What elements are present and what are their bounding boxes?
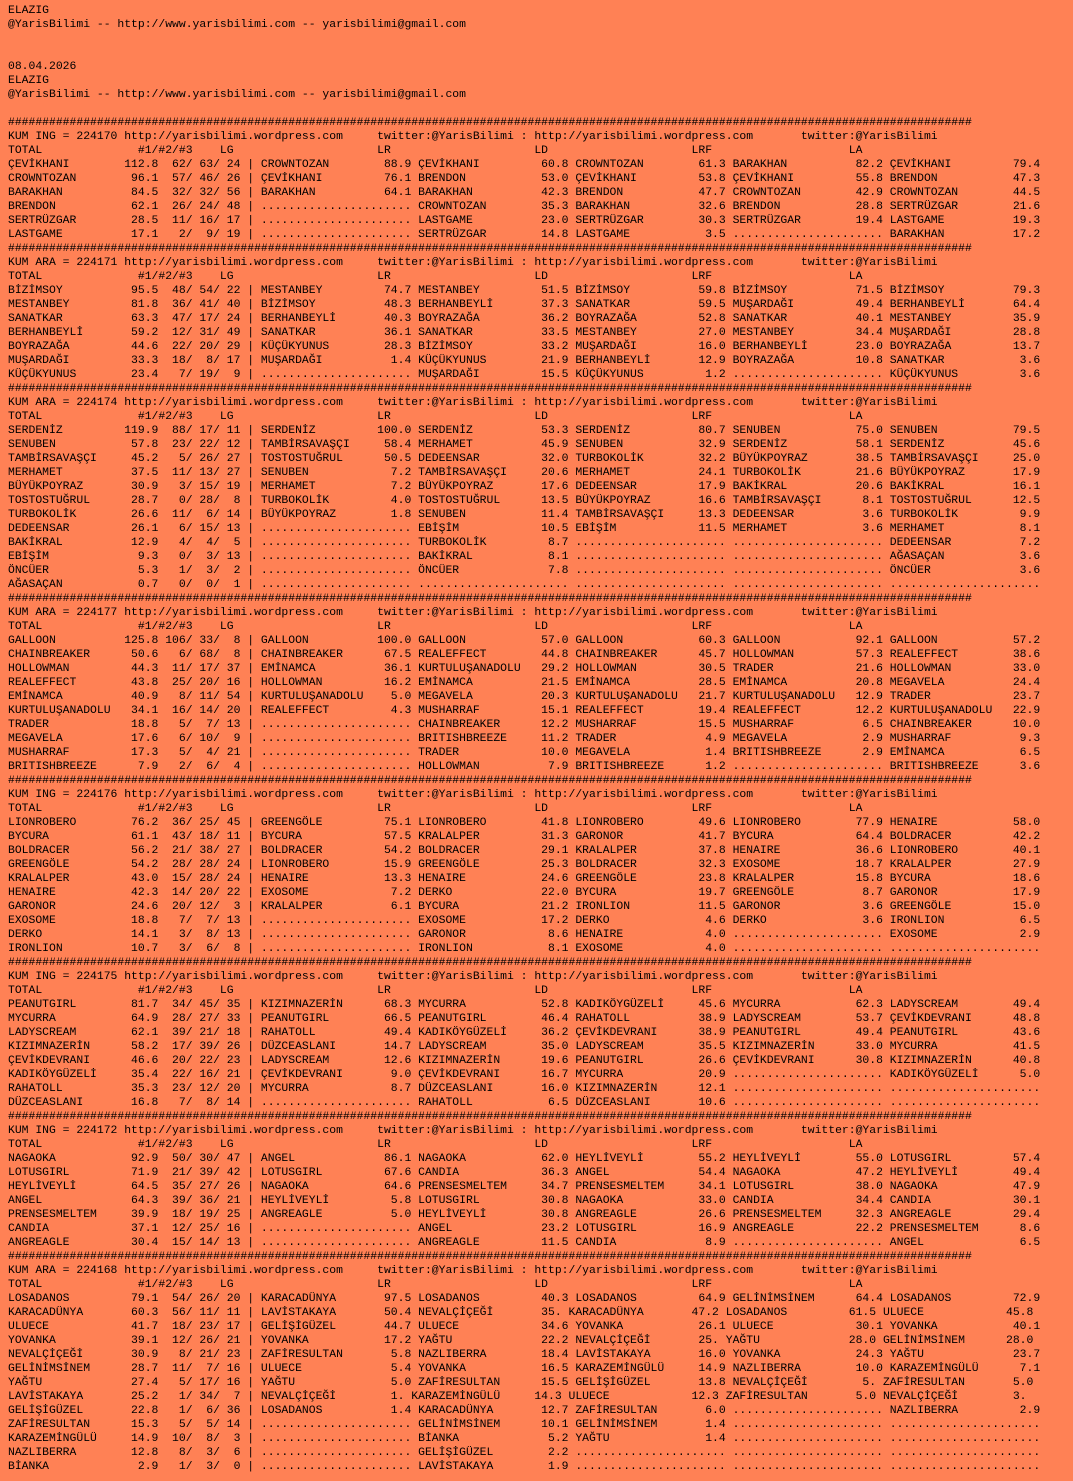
table-row: GREENGÖLE 54.2 28/ 28/ 24 | LIONROBERO 15.9 GREENGÖLE 25.3 BOLDRACER 32.3 EXOSOME 18.7 KRALALPER 27.9 [8,859,1041,871]
table-row: KARAZEMİNGÜLÜ 14.9 10/ 8/ 3 | ...................... BİANKA 5.2 YAĞTU 1.4 ...................... ...................... [8,1433,1041,1445]
table-row: TRADER 18.8 5/ 7/ 13 | ...................... CHAINBREAKER 12.2 MUSHARRAF 15.5 MUSHARRAF 6.5 CHAINBREAKER 10.0 [8,719,1041,731]
table-row: BERHANBEYLİ 59.2 12/ 31/ 49 | SANATKAR 36.1 SANATKAR 33.5 MESTANBEY 27.0 MESTANBEY 34.4 MUŞARDAĞI 28.8 [8,327,1041,339]
race-header: KUM ARA = 224168 http://yarisbilimi.wordpress.com twitter:@YarisBilimi : http://yarisbilimi.wordpress.com twitter:@YarisBilimi [8,1265,938,1277]
header-city: ELAZIG [8,75,50,87]
table-row: SANATKAR 63.3 47/ 17/ 24 | BERHANBEYLİ 40.3 BOYRAZAĞA 36.2 BOYRAZAĞA 52.8 SANATKAR 40.1 MESTANBEY 35.9 [8,313,1041,325]
table-row: BOLDRACER 56.2 21/ 38/ 27 | BOLDRACER 54.2 BOLDRACER 29.1 KRALALPER 37.8 HENAIRE 36.6 LIONROBERO 40.1 [8,845,1041,857]
table-row: HOLLOWMAN 44.3 11/ 17/ 37 | EMİNAMCA 36.1 KURTULUŞANADOLU 29.2 HOLLOWMAN 30.5 TRADER 21.6 HOLLOWMAN 33.0 [8,663,1041,675]
separator-line: ############################################################################################################################################# [8,775,972,787]
report-date: 08.04.2026 [8,61,77,73]
table-row: EBİŞİM 9.3 0/ 3/ 13 | ...................... BAKİKRAL 8.1 ...................... ...................... AĞASAÇAN 3.6 [8,551,1041,563]
table-row: BRITISHBREEZE 7.9 2/ 6/ 4 | ...................... HOLLOWMAN 7.9 BRITISHBREEZE 1.2 ...................... BRITISHBREEZE 3.6 [8,761,1041,773]
table-row: ANGREAGLE 30.4 15/ 14/ 13 | ...................... ANGREAGLE 11.5 CANDIA 8.9 ...................... ANGEL 6.5 [8,1237,1041,1249]
race-header: KUM ARA = 224171 http://yarisbilimi.wordpress.com twitter:@YarisBilimi : http://yarisbilimi.wordpress.com twitter:@YarisBilimi [8,257,938,269]
table-row: GELİŞİGÜZEL 22.8 1/ 6/ 36 | LOSADANOS 1.4 KARACADÜNYA 12.7 ZAFİRESULTAN 6.0 ...................... NAZLIBERRA 2.9 [8,1405,1041,1417]
table-row: BİZİMSOY 95.5 48/ 54/ 22 | MESTANBEY 74.7 MESTANBEY 51.5 BİZİMSOY 59.8 BİZİMSOY 71.5 BİZİMSOY 79.3 [8,285,1041,297]
table-row: ULUECE 41.7 18/ 23/ 17 | GELİŞİGÜZEL 44.7 ULUECE 34.6 YOVANKA 26.1 ULUECE 30.1 YOVANKA 40.1 [8,1321,1041,1333]
table-row: NAZLIBERRA 12.8 8/ 3/ 6 | ...................... GELİŞİGÜZEL 2.2 ...................... ...................... ...................... [8,1447,1041,1459]
table-row: GALLOON 125.8 106/ 33/ 8 | GALLOON 100.0 GALLOON 57.0 GALLOON 60.3 GALLOON 92.1 GALLOON 57.2 [8,635,1041,647]
table-row: DERKO 14.1 3/ 8/ 13 | ...................... GARONOR 8.6 HENAIRE 4.0 ...................... EXOSOME 2.9 [8,929,1041,941]
table-row: BİANKA 2.9 1/ 3/ 0 | ...................... LAVİSTAKAYA 1.9 ...................... ...................... ...................... [8,1461,1041,1473]
table-row: BYCURA 61.1 43/ 18/ 11 | BYCURA 57.5 KRALALPER 31.3 GARONOR 41.7 BYCURA 64.4 BOLDRACER 42.2 [8,831,1041,843]
table-row: EMİNAMCA 40.9 8/ 11/ 54 | KURTULUŞANADOLU 5.0 MEGAVELA 20.3 KURTULUŞANADOLU 21.7 KURTULUŞANADOLU 12.9 TRADER 23.7 [8,691,1041,703]
table-row: KÜÇÜKYUNUS 23.4 7/ 19/ 9 | ...................... MUŞARDAĞI 15.5 KÜÇÜKYUNUS 1.2 ...................... KÜÇÜKYUNUS 3.6 [8,369,1041,381]
race-tables [8,130,1073,1474]
race-header: KUM ARA = 224174 http://yarisbilimi.wordpress.com twitter:@YarisBilimi : http://yarisbilimi.wordpress.com twitter:@YarisBilimi [8,397,938,409]
column-headers: TOTAL #1/#2/#3 LG LR LD LRF LA [8,803,863,815]
separator-line: ############################################################################################################################################# [8,593,972,605]
table-row: LAVİSTAKAYA 25.2 1/ 34/ 7 | NEVALÇİÇEĞİ 1. KARAZEMİNGÜLÜ 14.3 ULUECE 12.3 ZAFİRESULTAN 5.0 NEVALÇİÇEĞİ 3. [8,1391,1027,1403]
table-row: SERTRÜZGAR 28.5 11/ 16/ 17 | ...................... LASTGAME 23.0 SERTRÜZGAR 30.3 SERTRÜZGAR 19.4 LASTGAME 19.3 [8,215,1041,227]
table-row: LOSADANOS 79.1 54/ 26/ 20 | KARACADÜNYA 97.5 LOSADANOS 40.3 LOSADANOS 64.9 GELİNİMSİNEM 64.4 LOSADANOS 72.9 [8,1293,1041,1305]
race-header: KUM ING = 224170 http://yarisbilimi.wordpress.com twitter:@YarisBilimi : http://yarisbilimi.wordpress.com twitter:@YarisBilimi [8,131,938,143]
column-headers: TOTAL #1/#2/#3 LG LR LD LRF LA [8,145,863,157]
table-row: LIONROBERO 76.2 36/ 25/ 45 | GREENGÖLE 75.1 LIONROBERO 41.8 LIONROBERO 49.6 LIONROBERO 77.9 HENAIRE 58.0 [8,817,1041,829]
table-row: PEANUTGIRL 81.7 34/ 45/ 35 | KIZIMNAZERİN 68.3 MYCURRA 52.8 KADIKÖYGÜZELİ 45.6 MYCURRA 62.3 LADYSCREAM 49.4 [8,999,1041,1011]
table-row: MERHAMET 37.5 11/ 13/ 27 | SENUBEN 7.2 TAMBİRSAVAŞÇI 20.6 MERHAMET 24.1 TURBOKOLİK 21.6 BÜYÜKPOYRAZ 17.9 [8,467,1041,479]
table-row: GELİNİMSİNEM 28.7 11/ 7/ 16 | ULUECE 5.4 YOVANKA 16.5 KARAZEMİNGÜLÜ 14.9 NAZLIBERRA 10.0 KARAZEMİNGÜLÜ 7.1 [8,1363,1041,1375]
table-row: HEYLİVEYLİ 64.5 35/ 27/ 26 | NAGAOKA 64.6 PRENSESMELTEM 34.7 PRENSESMELTEM 34.1 LOTUSGIRL 38.0 NAGAOKA 47.9 [8,1181,1041,1193]
table-row: MYCURRA 64.9 28/ 27/ 33 | PEANUTGIRL 66.5 PEANUTGIRL 46.4 RAHATOLL 38.9 LADYSCREAM 53.7 ÇEVİKDEVRANI 48.8 [8,1013,1041,1025]
table-row: KADIKÖYGÜZELİ 35.4 22/ 16/ 21 | ÇEVİKDEVRANI 9.0 ÇEVİKDEVRANI 16.7 MYCURRA 20.9 ...................... KADIKÖYGÜZELİ 5.0 [8,1069,1041,1081]
separator-line: ############################################################################################################################################# [8,243,972,255]
race-header: KUM ING = 224172 http://yarisbilimi.wordpress.com twitter:@YarisBilimi : http://yarisbilimi.wordpress.com twitter:@YarisBilimi [8,1125,938,1137]
table-row: ANGEL 64.3 39/ 36/ 21 | HEYLİVEYLİ 5.8 LOTUSGIRL 30.8 NAGAOKA 33.0 CANDIA 34.4 CANDIA 30.1 [8,1195,1041,1207]
table-row: BOYRAZAĞA 44.6 22/ 20/ 29 | KÜÇÜKYUNUS 28.3 BİZİMSOY 33.2 MUŞARDAĞI 16.0 BERHANBEYLİ 23.0 BOYRAZAĞA 13.7 [8,341,1041,353]
table-row: NEVALÇİÇEĞİ 30.9 8/ 21/ 23 | ZAFİRESULTAN 5.8 NAZLIBERRA 18.4 LAVİSTAKAYA 16.0 YOVANKA 24.3 YAĞTU 23.7 [8,1349,1041,1361]
table-row: TAMBİRSAVAŞÇI 45.2 5/ 26/ 27 | TOSTOSTUĞRUL 50.5 DEDEENSAR 32.0 TURBOKOLİK 32.2 BÜYÜKPOYRAZ 38.5 TAMBİRSAVAŞÇI 25.0 [8,453,1041,465]
spacer [8,32,1073,46]
table-row: RAHATOLL 35.3 23/ 12/ 20 | MYCURRA 8.7 DÜZCEASLANI 16.0 KIZIMNAZERİN 12.1 ...................... ...................... [8,1083,1041,1095]
table-row: HENAIRE 42.3 14/ 20/ 22 | EXOSOME 7.2 DERKO 22.0 BYCURA 19.7 GREENGÖLE 8.7 GARONOR 17.9 [8,887,1041,899]
table-row: BRENDON 62.1 26/ 24/ 48 | ...................... CROWNTOZAN 35.3 BARAKHAN 32.6 BRENDON 28.8 SERTRÜZGAR 21.6 [8,201,1041,213]
table-row: NAGAOKA 92.9 50/ 30/ 47 | ANGEL 86.1 NAGAOKA 62.0 HEYLİVEYLİ 55.2 HEYLİVEYLİ 55.0 LOTUSGIRL 57.4 [8,1153,1041,1165]
table-row: CROWNTOZAN 96.1 57/ 46/ 26 | ÇEVİKHANI 76.1 BRENDON 53.0 ÇEVİKHANI 53.8 ÇEVİKHANI 55.8 BRENDON 47.3 [8,173,1041,185]
table-row: DÜZCEASLANI 16.8 7/ 8/ 14 | ...................... RAHATOLL 6.5 DÜZCEASLANI 10.6 ...................... ...................... [8,1097,1041,1109]
separator-line: ############################################################################################################################################# [8,1251,972,1263]
table-row: YAĞTU 27.4 5/ 17/ 16 | YAĞTU 5.0 ZAFİRESULTAN 15.5 GELİŞİGÜZEL 13.8 NEVALÇİÇEĞİ 5. ZAFİRESULTAN 5.0 [8,1377,1034,1389]
header-contact: @YarisBilimi -- http://www.yarisbilimi.com -- yarisbilimi@gmail.com [8,19,466,31]
table-row: SENUBEN 57.8 23/ 22/ 12 | TAMBİRSAVAŞÇI 58.4 MERHAMET 45.9 SENUBEN 32.9 SERDENİZ 58.1 SERDENİZ 45.6 [8,439,1041,451]
table-row: TOSTOSTUĞRUL 28.7 0/ 28/ 8 | TURBOKOLİK 4.0 TOSTOSTUĞRUL 13.5 BÜYÜKPOYRAZ 16.6 TAMBİRSAVAŞÇI 8.1 TOSTOSTUĞRUL 12.5 [8,495,1041,507]
table-row: EXOSOME 18.8 7/ 7/ 13 | ...................... EXOSOME 17.2 DERKO 4.6 DERKO 3.6 IRONLION 6.5 [8,915,1041,927]
column-headers: TOTAL #1/#2/#3 LG LR LD LRF LA [8,985,863,997]
race-header: KUM ING = 224176 http://yarisbilimi.wordpress.com twitter:@YarisBilimi : http://yarisbilimi.wordpress.com twitter:@YarisBilimi [8,789,938,801]
table-row: KIZIMNAZERİN 58.2 17/ 39/ 26 | DÜZCEASLANI 14.7 LADYSCREAM 35.0 LADYSCREAM 35.5 KIZIMNAZERİN 33.0 MYCURRA 41.5 [8,1041,1041,1053]
table-row: TURBOKOLİK 26.6 11/ 6/ 14 | BÜYÜKPOYRAZ 1.8 SENUBEN 11.4 TAMBİRSAVAŞÇI 13.3 DEDEENSAR 3.6 TURBOKOLİK 9.9 [8,509,1041,521]
table-row: KRALALPER 43.0 15/ 28/ 24 | HENAIRE 13.3 HENAIRE 24.6 GREENGÖLE 23.8 KRALALPER 15.8 BYCURA 18.6 [8,873,1041,885]
separator-line: ############################################################################################################################################# [8,957,972,969]
table-row: ÇEVİKHANI 112.8 62/ 63/ 24 | CROWNTOZAN 88.9 ÇEVİKHANI 60.8 CROWNTOZAN 61.3 BARAKHAN 82.2 ÇEVİKHANI 79.4 [8,159,1041,171]
separator-line: ############################################################################################################################################# [8,117,972,129]
race-header: KUM ARA = 224177 http://yarisbilimi.wordpress.com twitter:@YarisBilimi : http://yarisbilimi.wordpress.com twitter:@YarisBilimi [8,607,938,619]
header-contact: @YarisBilimi -- http://www.yarisbilimi.com -- yarisbilimi@gmail.com [8,89,466,101]
spacer [8,46,1073,60]
table-row: LADYSCREAM 62.1 39/ 21/ 18 | RAHATOLL 49.4 KADIKÖYGÜZELİ 36.2 ÇEVİKDEVRANI 38.9 PEANUTGIRL 49.4 PEANUTGIRL 43.6 [8,1027,1041,1039]
separator-line: ############################################################################################################################################# [8,383,972,395]
table-row: MUSHARRAF 17.3 5/ 4/ 21 | ...................... TRADER 10.0 MEGAVELA 1.4 BRITISHBREEZE 2.9 EMİNAMCA 6.5 [8,747,1041,759]
column-headers: TOTAL #1/#2/#3 LG LR LD LRF LA [8,411,863,423]
table-row: CHAINBREAKER 50.6 6/ 68/ 8 | CHAINBREAKER 67.5 REALEFFECT 44.8 CHAINBREAKER 45.7 HOLLOWMAN 57.3 REALEFFECT 38.6 [8,649,1041,661]
table-row: PRENSESMELTEM 39.9 18/ 19/ 25 | ANGREAGLE 5.0 HEYLİVEYLİ 30.8 ANGREAGLE 26.6 PRENSESMELTEM 32.3 ANGREAGLE 29.4 [8,1209,1041,1221]
table-row: KURTULUŞANADOLU 34.1 16/ 14/ 20 | REALEFFECT 4.3 MUSHARRAF 15.1 REALEFFECT 19.4 REALEFFECT 12.2 KURTULUŞANADOLU 22.9 [8,705,1041,717]
table-row: KARACADÜNYA 60.3 56/ 11/ 11 | LAVİSTAKAYA 50.4 NEVALÇİÇEĞİ 35. KARACADÜNYA 47.2 LOSADANOS 61.5 ULUECE 45.8 [8,1307,1034,1319]
table-row: AĞASAÇAN 0.7 0/ 0/ 1 | ...................... ...................... ...................... ...................... ...................... [8,579,1041,591]
separator-line: ############################################################################################################################################# [8,1111,972,1123]
table-row: ZAFİRESULTAN 15.3 5/ 5/ 14 | ...................... GELİNİMSİNEM 10.1 GELİNİMSİNEM 1.4 ...................... ...................... [8,1419,1041,1431]
column-headers: TOTAL #1/#2/#3 LG LR LD LRF LA [8,1279,863,1291]
table-row: LASTGAME 17.1 2/ 9/ 19 | ...................... SERTRÜZGAR 14.8 LASTGAME 3.5 ...................... BARAKHAN 17.2 [8,229,1041,241]
table-row: DEDEENSAR 26.1 6/ 15/ 13 | ...................... EBİŞİM 10.5 EBİŞİM 11.5 MERHAMET 3.6 MERHAMET 8.1 [8,523,1041,535]
spacer [8,102,1073,116]
table-row: IRONLION 10.7 3/ 6/ 8 | ...................... IRONLION 8.1 EXOSOME 4.0 ...................... ...................... [8,943,1041,955]
header-city: ELAZIG [8,5,50,17]
table-row: MEGAVELA 17.6 6/ 10/ 9 | ...................... BRITISHBREEZE 11.2 TRADER 4.9 MEGAVELA 2.9 MUSHARRAF 9.3 [8,733,1041,745]
table-row: BAKİKRAL 12.9 4/ 4/ 5 | ...................... TURBOKOLİK 8.7 ...................... ...................... DEDEENSAR 7.2 [8,537,1041,549]
column-headers: TOTAL #1/#2/#3 LG LR LD LRF LA [8,1139,863,1151]
race-header: KUM ING = 224175 http://yarisbilimi.wordpress.com twitter:@YarisBilimi : http://yarisbilimi.wordpress.com twitter:@YarisBilimi [8,971,938,983]
table-row: LOTUSGIRL 71.9 21/ 39/ 42 | LOTUSGIRL 67.6 CANDIA 36.3 ANGEL 54.4 NAGAOKA 47.2 HEYLİVEYLİ 49.4 [8,1167,1041,1179]
table-row: BÜYÜKPOYRAZ 30.9 3/ 15/ 19 | MERHAMET 7.2 BÜYÜKPOYRAZ 17.6 DEDEENSAR 17.9 BAKİKRAL 20.6 BAKİKRAL 16.1 [8,481,1041,493]
table-row: CANDIA 37.1 12/ 25/ 16 | ...................... ANGEL 23.2 LOTUSGIRL 16.9 ANGREAGLE 22.2 PRENSESMELTEM 8.6 [8,1223,1041,1235]
table-row: REALEFFECT 43.8 25/ 20/ 16 | HOLLOWMAN 16.2 EMİNAMCA 21.5 EMİNAMCA 28.5 EMİNAMCA 20.8 MEGAVELA 24.4 [8,677,1041,689]
table-row: ÖNCÜER 5.3 1/ 3/ 2 | ...................... ÖNCÜER 7.8 ...................... ...................... ÖNCÜER 3.6 [8,565,1041,577]
table-row: GARONOR 24.6 20/ 12/ 3 | KRALALPER 6.1 BYCURA 21.2 IRONLION 11.5 GARONOR 3.6 GREENGÖLE 15.0 [8,901,1041,913]
table-row: YOVANKA 39.1 12/ 26/ 21 | YOVANKA 17.2 YAĞTU 22.2 NEVALÇİÇEĞİ 25. YAĞTU 28.0 GELİNİMSİNEM 28.0 [8,1335,1034,1347]
column-headers: TOTAL #1/#2/#3 LG LR LD LRF LA [8,271,863,283]
table-row: ÇEVİKDEVRANI 46.6 20/ 22/ 23 | LADYSCREAM 12.6 KIZIMNAZERİN 19.6 PEANUTGIRL 26.6 ÇEVİKDEVRANI 30.8 KIZIMNAZERİN 40.8 [8,1055,1041,1067]
table-row: MUŞARDAĞI 33.3 18/ 8/ 17 | MUŞARDAĞI 1.4 KÜÇÜKYUNUS 21.9 BERHANBEYLİ 12.9 BOYRAZAĞA 10.8 SANATKAR 3.6 [8,355,1041,367]
table-row: MESTANBEY 81.8 36/ 41/ 40 | BİZİMSOY 48.3 BERHANBEYLİ 37.3 SANATKAR 59.5 MUŞARDAĞI 49.4 BERHANBEYLİ 64.4 [8,299,1041,311]
column-headers: TOTAL #1/#2/#3 LG LR LD LRF LA [8,621,863,633]
table-row: BARAKHAN 84.5 32/ 32/ 56 | BARAKHAN 64.1 BARAKHAN 42.3 BRENDON 47.7 CROWNTOZAN 42.9 CROWNTOZAN 44.5 [8,187,1041,199]
table-row: SERDENİZ 119.9 88/ 17/ 11 | SERDENİZ 100.0 SERDENİZ 53.3 SERDENİZ 80.7 SENUBEN 75.0 SENUBEN 79.5 [8,425,1041,437]
